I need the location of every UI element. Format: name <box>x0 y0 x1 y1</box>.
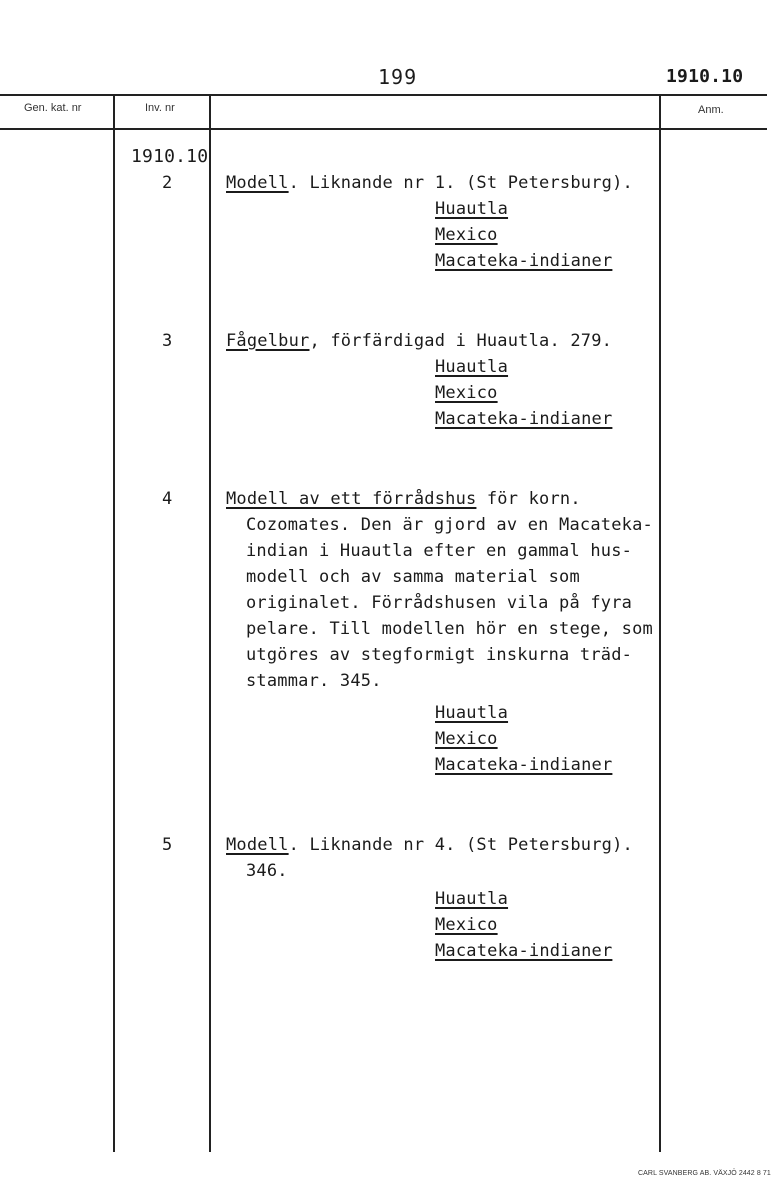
column-divider-3 <box>659 94 661 1152</box>
description-line: modell och av samma material som <box>246 567 580 587</box>
object-name: Modell av ett förrådshus <box>226 489 477 509</box>
year-header: 1910.10 <box>666 66 744 87</box>
place-country: Mexico <box>435 729 498 749</box>
description-line: stammar. 345. <box>246 671 382 691</box>
header-top-line <box>0 94 767 96</box>
place-people: Macateka-indianer <box>435 755 613 775</box>
column-header-gen-kat: Gen. kat. nr <box>24 102 82 114</box>
place-locality: Huautla <box>435 889 509 909</box>
year-row: 1910.10 <box>131 146 209 167</box>
entry-inv-number: 4 <box>162 489 173 509</box>
entry-places <box>435 354 612 432</box>
entry-inv-number: 3 <box>162 331 173 351</box>
header-bottom-line <box>0 128 767 130</box>
place-people: Macateka-indianer <box>435 941 613 961</box>
place-country: Mexico <box>435 383 498 403</box>
description-line <box>226 170 633 196</box>
description-line: Cozomates. Den är gjord av en Macateka- <box>246 515 653 535</box>
entry-description <box>226 170 633 196</box>
entry-places <box>435 886 612 964</box>
column-divider-1 <box>113 94 115 1152</box>
column-header-inv: Inv. nr <box>145 102 175 114</box>
column-divider-2 <box>209 94 211 1152</box>
description-line: 346. <box>246 861 288 881</box>
entry-inv-number: 5 <box>162 835 173 855</box>
description-line <box>226 832 633 858</box>
page-number: 199 <box>378 65 418 89</box>
place-people: Macateka-indianer <box>435 251 613 271</box>
entry-inv-number: 2 <box>162 173 173 193</box>
column-header-anm: Anm. <box>698 104 724 116</box>
description-line: indian i Huautla efter en gammal hus- <box>246 541 633 561</box>
entry-description <box>226 328 612 354</box>
description-line: utgöres av stegformigt inskurna träd- <box>246 645 633 665</box>
entry-description <box>226 486 653 694</box>
place-people: Macateka-indianer <box>435 409 613 429</box>
place-locality: Huautla <box>435 199 509 219</box>
entry-places <box>435 196 612 274</box>
entry-places <box>435 700 612 778</box>
description-line: originalet. Förrådshusen vila på fyra <box>246 593 633 613</box>
place-locality: Huautla <box>435 357 509 377</box>
place-country: Mexico <box>435 225 498 245</box>
description-line: pelare. Till modellen hör en stege, som <box>246 619 653 639</box>
description-line <box>226 328 612 354</box>
footer-imprint: CARL SVANBERG AB. VÄXJÖ 2442 8 71 <box>638 1170 771 1177</box>
object-name: Modell <box>226 173 289 193</box>
description-text: . Liknande nr 4. (St Petersburg). <box>288 835 633 855</box>
entry-description <box>226 832 633 884</box>
description-line <box>226 486 653 512</box>
object-name: Modell <box>226 835 289 855</box>
object-name: Fågelbur <box>226 331 310 351</box>
place-country: Mexico <box>435 915 498 935</box>
description-text: . Liknande nr 1. (St Petersburg). <box>288 173 633 193</box>
place-locality: Huautla <box>435 703 509 723</box>
description-text: , förfärdigad i Huautla. 279. <box>309 331 613 351</box>
description-text: för korn. <box>476 489 581 509</box>
